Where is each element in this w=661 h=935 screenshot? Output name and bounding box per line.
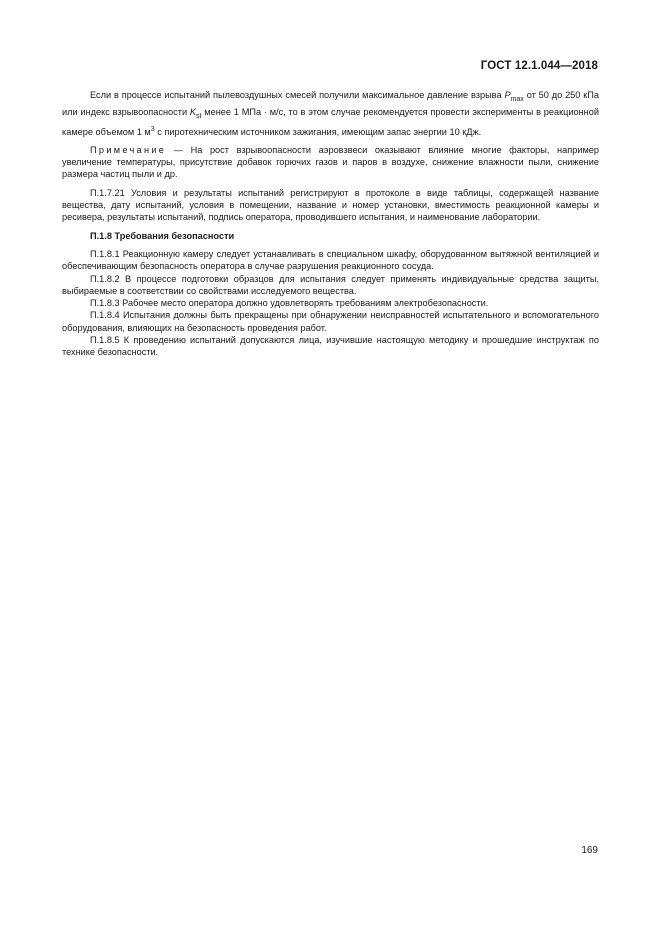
para-text: с пиротехническим источником зажигания, имеющим запас энергии 10 кДж. (157, 126, 482, 137)
list-item: П.1.8.2 В процессе подготовки образцов для испытания следует применять индивидуальные средства защиты, выбираемые в соответствии со свойствами исследуемого вещества. (62, 273, 599, 296)
k-subscript: st (196, 113, 202, 121)
paragraph-p1721: П.1.7.21 Условия и результаты испытаний регистрируют в протоколе в виде таблицы, содержащей название вещества, дату испытаний, условия в помещении, название и номер установки, вместимость реакционной камеры и ресивера, результаты испытаний, подпись оператора, проводившего испытания, и наименование лаборатории. (62, 187, 599, 223)
para-text: Если в процессе испытаний пылевоздушных смесей получили максимальное давление взрыва (90, 90, 502, 100)
list-item: П.1.8.1 Реакционную камеру следует устанавливать в специальном шкафу, оборудованном вытяжной вентиляцией и обеспечивающим безопасность оператора в случае разрушения реакционного сосуда. (62, 248, 599, 272)
list-item: П.1.8.3 Рабочее место оператора должно удовлетворять требованиям электробезопасности. (90, 298, 489, 309)
p-subscript: max (510, 96, 524, 103)
para-text: от 50 до 250 кПа или индекс взрывоопасности (62, 90, 599, 118)
section-title: П.1.8 Требования безопасности (90, 230, 235, 241)
note-label: Примечание (90, 144, 167, 155)
k-symbol: K (189, 107, 197, 118)
list-item: П.1.8.5 К проведению испытаний допускаются лица, изучившие настоящую методику и прошедшие инструктаж по технике безопасности. (62, 335, 599, 358)
p-symbol: P (504, 90, 511, 100)
document-body (62, 89, 599, 359)
note-text: На рост взрывоопасности аэровзвеси оказывают влияние многие факторы, например увеличение температуры, присутствие добавок горючих газов и паров в воздухе, снижение влажности пыли, снижение размера частиц пыли и др. (62, 144, 599, 180)
list-item: П.1.8.4 Испытания должны быть прекращены при обнаружении неисправностей испытательного и вспомогательного оборудования, влияющих на безопасность проведения работ. (62, 310, 599, 333)
page-number: 169 (581, 845, 598, 856)
cube-superscript: 3 (150, 125, 155, 133)
document-header: ГОСТ 12.1.044—2018 (480, 60, 598, 72)
para-text: менее 1 МПа · м/с, то в этом случае рекомендуется провести эксперименты в реакционной камере объемом 1 м (62, 107, 599, 137)
note-dash: — (173, 144, 183, 155)
note-paragraph (62, 144, 599, 181)
paragraph-pmax (62, 89, 599, 138)
